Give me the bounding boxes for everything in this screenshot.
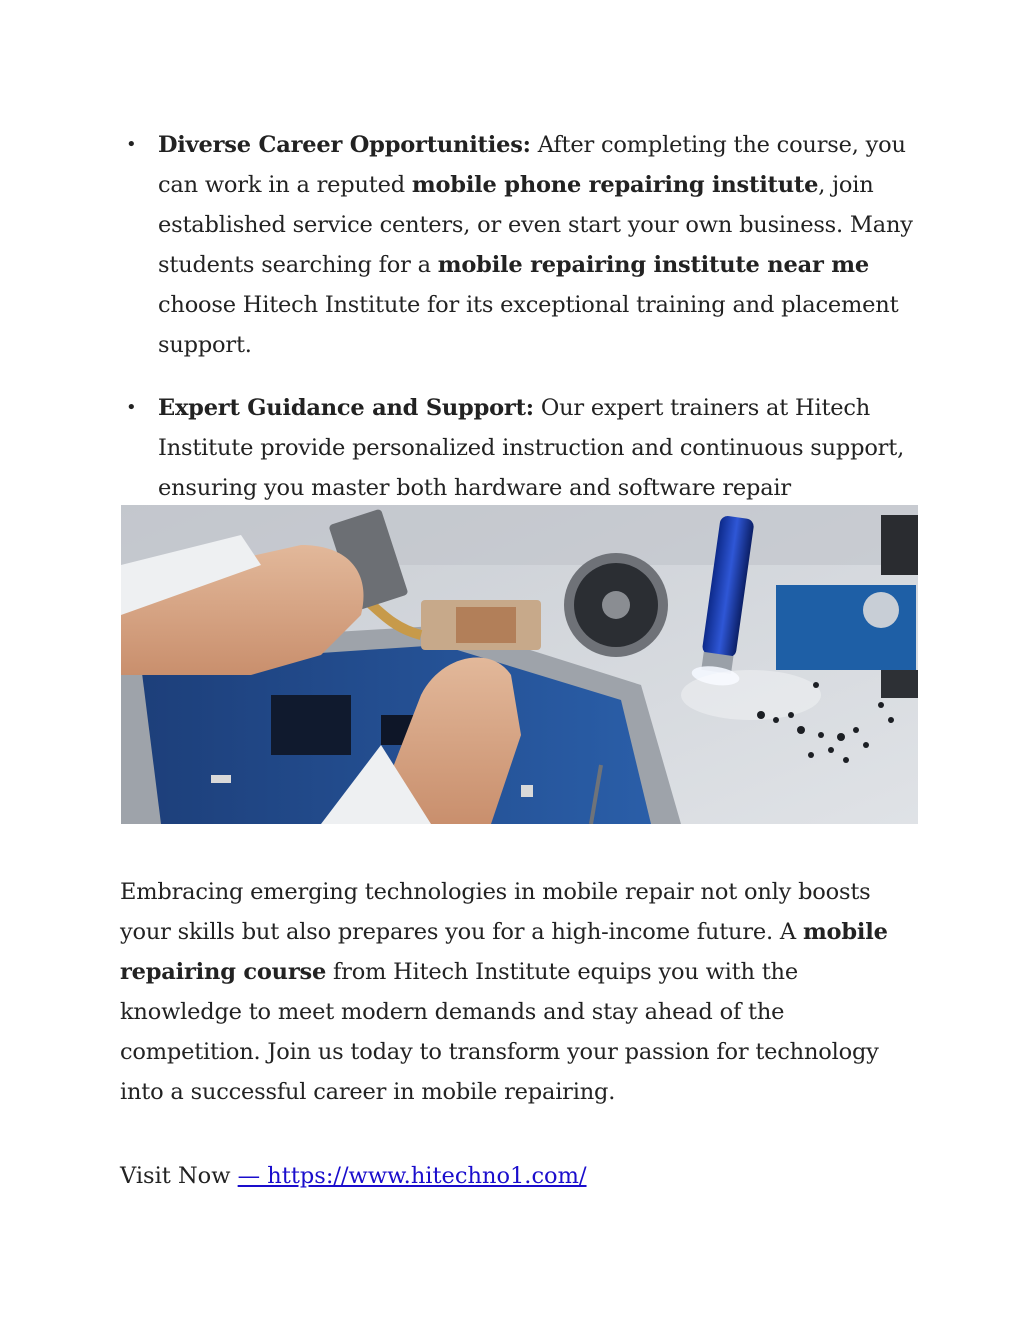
bullet-icon: • [126,134,137,155]
bullet-bold-text: mobile repairing institute near me [437,252,869,278]
paragraph-bold-text: mobile repairing course [120,919,888,985]
visit-label: Visit Now [120,1163,238,1189]
bullet-text: choose Hitech Institute for its exceptional training and placement support. [158,292,899,358]
bullet-heading: Diverse Career Opportunities: [158,132,531,158]
website-link[interactable]: — https://www.hitechno1.com/ [237,1163,587,1189]
bullet-icon: • [126,397,137,418]
bullet-text: Our expert trainers at Hitech Institute provide personalized instruction and continuous support, ensuring you master both hardware and software repair [158,395,905,501]
repair-photo-illustration [121,505,918,824]
paragraph-text: from Hitech Institute equips you with the knowledge to meet modern demands and stay ahead of the competition. Join us today to transform your passion for technology into a successful career in mobile repairing. [120,959,879,1105]
repair-photo [121,505,918,824]
bullet-text: After completing the course, you can work in a reputed [158,132,906,198]
bullet-text: , join established service centers, or even start your own business. Many students searching for a [158,172,913,278]
bullet-heading: Expert Guidance and Support: [158,395,534,421]
bullet-bold-text: mobile phone repairing institute [411,172,819,198]
visit-line [120,1156,587,1196]
paragraph-text: Embracing emerging technologies in mobile repair not only boosts your skills but also prepares you for a high-income future. A [120,879,871,945]
bullet-list [120,125,920,548]
closing-paragraph [120,872,910,1112]
list-item [120,125,920,365]
